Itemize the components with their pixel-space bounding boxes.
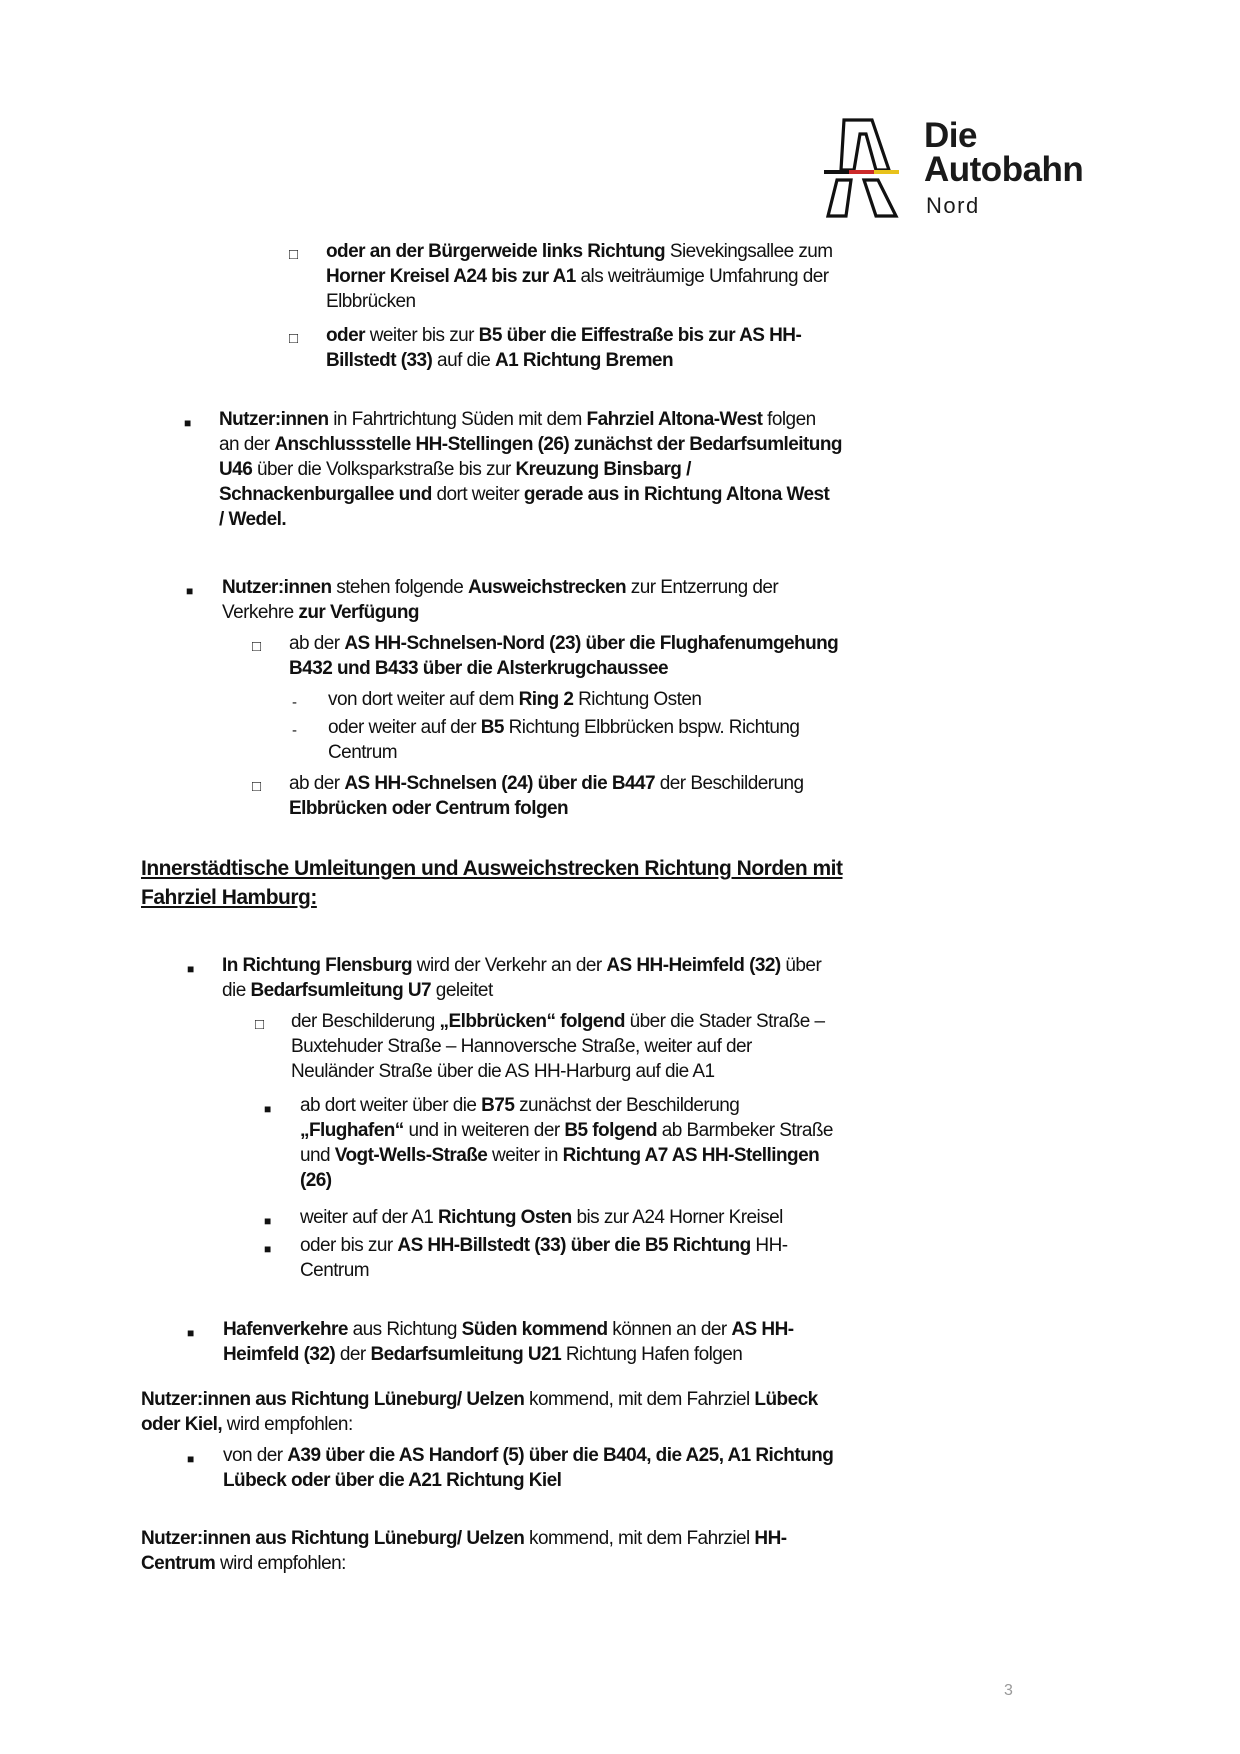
text-run: wird empfohlen:	[215, 1553, 346, 1574]
bold-text-run: Hafenverkehre	[223, 1319, 348, 1340]
text-line	[219, 506, 286, 534]
text-run: ab der	[289, 633, 345, 654]
text-run: HH-	[750, 1235, 788, 1256]
text-line	[300, 1232, 788, 1260]
filled-square-bullet-icon: ■	[186, 584, 194, 598]
text-run: an der	[219, 434, 275, 455]
bold-text-run: Ring 2	[518, 689, 574, 710]
dash-bullet-icon: -	[292, 722, 297, 739]
text-run: Centrum	[328, 742, 398, 763]
bold-text-run: Billstedt (33)	[326, 350, 433, 371]
text-run: weiter bis zur	[364, 325, 479, 346]
text-line	[219, 456, 691, 484]
text-line	[222, 599, 419, 627]
text-line	[223, 1341, 742, 1369]
text-line	[222, 952, 821, 980]
section-heading-line-1: Innerstädtische Umleitungen und Ausweichstrecken Richtung Norden mit	[141, 857, 843, 880]
text-line	[289, 795, 568, 823]
bold-text-run: Anschlussstelle HH-Stellingen (26) zunächst der Bedarfsumleitung	[274, 434, 842, 455]
text-run: Richtung Osten	[573, 689, 702, 710]
text-run: Neuländer Straße über die AS HH-Harburg auf die A1	[291, 1061, 715, 1082]
text-line	[289, 630, 838, 658]
text-line	[222, 977, 493, 1005]
hollow-square-bullet-icon: □	[289, 246, 299, 263]
text-line	[219, 431, 842, 459]
text-line	[223, 1442, 833, 1470]
text-run: und	[300, 1145, 335, 1166]
text-run: zur Entzerrung der	[626, 577, 779, 598]
stripe-gold	[874, 170, 899, 174]
text-line	[223, 1467, 561, 1495]
bold-text-run: Bedarfsumleitung U21	[370, 1344, 562, 1365]
text-run: oder bis zur	[300, 1235, 398, 1256]
bold-text-run: Richtung Osten	[437, 1207, 572, 1228]
text-run: Buxtehuder Straße – Hannoversche Straße, weiter auf der	[291, 1036, 752, 1057]
bold-text-run: / Wedel.	[219, 509, 287, 530]
autobahn-road-icon	[824, 118, 914, 222]
bold-text-run: Horner Kreisel A24 bis zur A1	[326, 266, 576, 287]
text-line	[219, 406, 816, 434]
text-run: der Beschilderung	[655, 773, 804, 794]
text-run: als weiträumige Umfahrung der	[575, 266, 829, 287]
filled-square-bullet-icon: ■	[187, 1452, 195, 1466]
text-run: der	[335, 1344, 371, 1365]
text-run: geleitet	[431, 980, 493, 1001]
filled-square-bullet-icon: ■	[264, 1102, 272, 1116]
bold-text-run: oder Kiel,	[141, 1414, 223, 1435]
text-run: können an der	[607, 1319, 732, 1340]
bold-text-run: U46	[219, 459, 253, 480]
text-line	[326, 288, 416, 316]
text-run: ab der	[289, 773, 345, 794]
text-run: über	[780, 955, 822, 976]
text-line	[141, 1386, 818, 1414]
bold-text-run: Fahrziel Altona-West	[586, 409, 763, 430]
logo-text-die: Die	[924, 116, 977, 155]
text-run: stehen folgende	[331, 577, 468, 598]
text-run: weiter auf der A1	[300, 1207, 438, 1228]
text-run: wird der Verkehr an der	[412, 955, 607, 976]
bold-text-run: In Richtung Flensburg	[222, 955, 413, 976]
bold-text-run: oder	[326, 325, 365, 346]
text-line	[328, 739, 397, 767]
text-run: die	[222, 980, 251, 1001]
text-line	[300, 1204, 783, 1232]
text-line	[300, 1142, 819, 1170]
hollow-square-bullet-icon: □	[252, 638, 262, 655]
text-run: weiter in	[487, 1145, 563, 1166]
text-run: ab dort weiter über die	[300, 1095, 482, 1116]
text-line	[328, 686, 701, 714]
text-run: Verkehre	[222, 602, 299, 623]
page-number: 3	[1004, 1682, 1013, 1699]
text-run: dort weiter	[431, 484, 524, 505]
text-run: kommend, mit dem Fahrziel	[524, 1528, 755, 1549]
bold-text-run: (26)	[300, 1170, 332, 1191]
text-run: Centrum	[300, 1260, 370, 1281]
bold-text-run: B5 folgend	[564, 1120, 658, 1141]
die-autobahn-nord-logo	[824, 118, 1084, 222]
bold-text-run: Nutzer:innen aus Richtung Lüneburg/ Uelzen	[141, 1389, 525, 1410]
filled-square-bullet-icon: ■	[184, 416, 192, 430]
filled-square-bullet-icon: ■	[264, 1214, 272, 1228]
text-line	[300, 1257, 369, 1285]
text-line	[326, 322, 801, 350]
bold-text-run: Bedarfsumleitung U7	[250, 980, 432, 1001]
bold-text-run: Elbbrücken oder Centrum folgen	[289, 798, 569, 819]
bold-text-run: oder an der Bürgerweide links Richtung	[326, 241, 666, 262]
text-line	[326, 263, 829, 291]
text-line	[300, 1167, 332, 1195]
text-run: auf die	[432, 350, 495, 371]
text-line	[219, 481, 829, 509]
bold-text-run: AS HH-Schnelsen-Nord (23) über die Flughafenumgehung	[344, 633, 839, 654]
bold-text-run: Vogt-Wells-Straße	[334, 1145, 488, 1166]
bold-text-run: AS HH-	[731, 1319, 794, 1340]
bold-text-run: AS HH-Heimfeld (32)	[606, 955, 781, 976]
text-run: kommend, mit dem Fahrziel	[524, 1389, 755, 1410]
stripe-black	[824, 170, 849, 174]
hollow-square-bullet-icon: □	[289, 330, 299, 347]
text-line	[141, 1525, 787, 1553]
filled-square-bullet-icon: ■	[264, 1242, 272, 1256]
bold-text-run: Schnackenburgallee und	[219, 484, 432, 505]
hollow-square-bullet-icon: □	[252, 778, 262, 795]
text-run: folgen	[762, 409, 816, 430]
text-run: aus Richtung	[347, 1319, 462, 1340]
bold-text-run: Ausweichstrecken	[467, 577, 627, 598]
bold-text-run: Nutzer:innen	[219, 409, 329, 430]
text-run: der Beschilderung	[291, 1011, 440, 1032]
text-line	[289, 770, 804, 798]
bold-text-run: B5	[480, 717, 504, 738]
bold-text-run: B5 über die Eiffestraße bis zur AS HH-	[478, 325, 802, 346]
bold-text-run: gerade aus in Richtung Altona West	[523, 484, 830, 505]
bold-text-run: Süden kommend	[461, 1319, 608, 1340]
bold-text-run: Nutzer:innen aus Richtung Lüneburg/ Uelzen	[141, 1528, 525, 1549]
text-line	[289, 655, 668, 683]
dash-bullet-icon: -	[292, 694, 297, 711]
text-line	[300, 1092, 739, 1120]
bold-text-run: Richtung A7 AS HH-Stellingen	[562, 1145, 820, 1166]
logo-text-nord: Nord	[926, 193, 980, 218]
bold-text-run: „Elbbrücken“ folgend	[439, 1011, 625, 1032]
bold-text-run: AS HH-Schnelsen (24) über die B447	[344, 773, 656, 794]
text-line	[326, 238, 833, 266]
text-run: über die Volksparkstraße bis zur	[252, 459, 516, 480]
bold-text-run: zur Verfügung	[298, 602, 419, 623]
text-run: Elbbrücken	[326, 291, 416, 312]
bold-text-run: HH-	[754, 1528, 787, 1549]
text-run: über die Stader Straße –	[624, 1011, 825, 1032]
text-run: Sievekingsallee zum	[665, 241, 833, 262]
bold-text-run: Kreuzung Binsbarg /	[515, 459, 691, 480]
text-line	[222, 574, 778, 602]
text-line	[291, 1058, 714, 1086]
text-line	[291, 1033, 752, 1061]
text-run: in Fahrtrichtung Süden mit dem	[328, 409, 587, 430]
text-line	[141, 1550, 346, 1578]
text-line	[141, 1411, 353, 1439]
text-run: von der	[223, 1445, 288, 1466]
bold-text-run: „Flughafen“	[300, 1120, 404, 1141]
bold-text-run: Centrum	[141, 1553, 216, 1574]
bold-text-run: AS HH-Billstedt (33) über die B5 Richtung	[397, 1235, 751, 1256]
text-run: wird empfohlen:	[222, 1414, 353, 1435]
text-run: zunächst der Beschilderung	[514, 1095, 740, 1116]
text-line	[300, 1117, 833, 1145]
text-run: oder weiter auf der	[328, 717, 481, 738]
filled-square-bullet-icon: ■	[187, 962, 195, 976]
text-line	[326, 347, 673, 375]
filled-square-bullet-icon: ■	[187, 1326, 195, 1340]
text-line	[328, 714, 799, 742]
text-line	[223, 1316, 794, 1344]
bold-text-run: Nutzer:innen	[222, 577, 332, 598]
text-line	[291, 1008, 824, 1036]
hollow-square-bullet-icon: □	[255, 1016, 265, 1033]
bold-text-run: Heimfeld (32)	[223, 1344, 336, 1365]
bold-text-run: B432 und B433 über die Alsterkrugchaussee	[289, 658, 669, 679]
text-run: bis zur A24 Horner Kreisel	[571, 1207, 783, 1228]
text-run: ab Barmbeker Straße	[657, 1120, 833, 1141]
stripe-red	[849, 170, 874, 174]
logo-text-autobahn: Autobahn	[924, 150, 1084, 189]
text-run: von dort weiter auf dem	[328, 689, 519, 710]
bold-text-run: Lübeck oder über die A21 Richtung Kiel	[223, 1470, 562, 1491]
section-heading-line-2: Fahrziel Hamburg:	[141, 886, 317, 909]
bold-text-run: Lübeck	[754, 1389, 818, 1410]
bold-text-run: A39 über die AS Handorf (5) über die B404, die A25, A1 Richtung	[287, 1445, 834, 1466]
bold-text-run: B75	[481, 1095, 515, 1116]
text-run: und in weiteren der	[403, 1120, 565, 1141]
text-run: Richtung Elbbrücken bspw. Richtung	[503, 717, 800, 738]
bold-text-run: A1 Richtung Bremen	[494, 350, 673, 371]
text-run: Richtung Hafen folgen	[561, 1344, 743, 1365]
